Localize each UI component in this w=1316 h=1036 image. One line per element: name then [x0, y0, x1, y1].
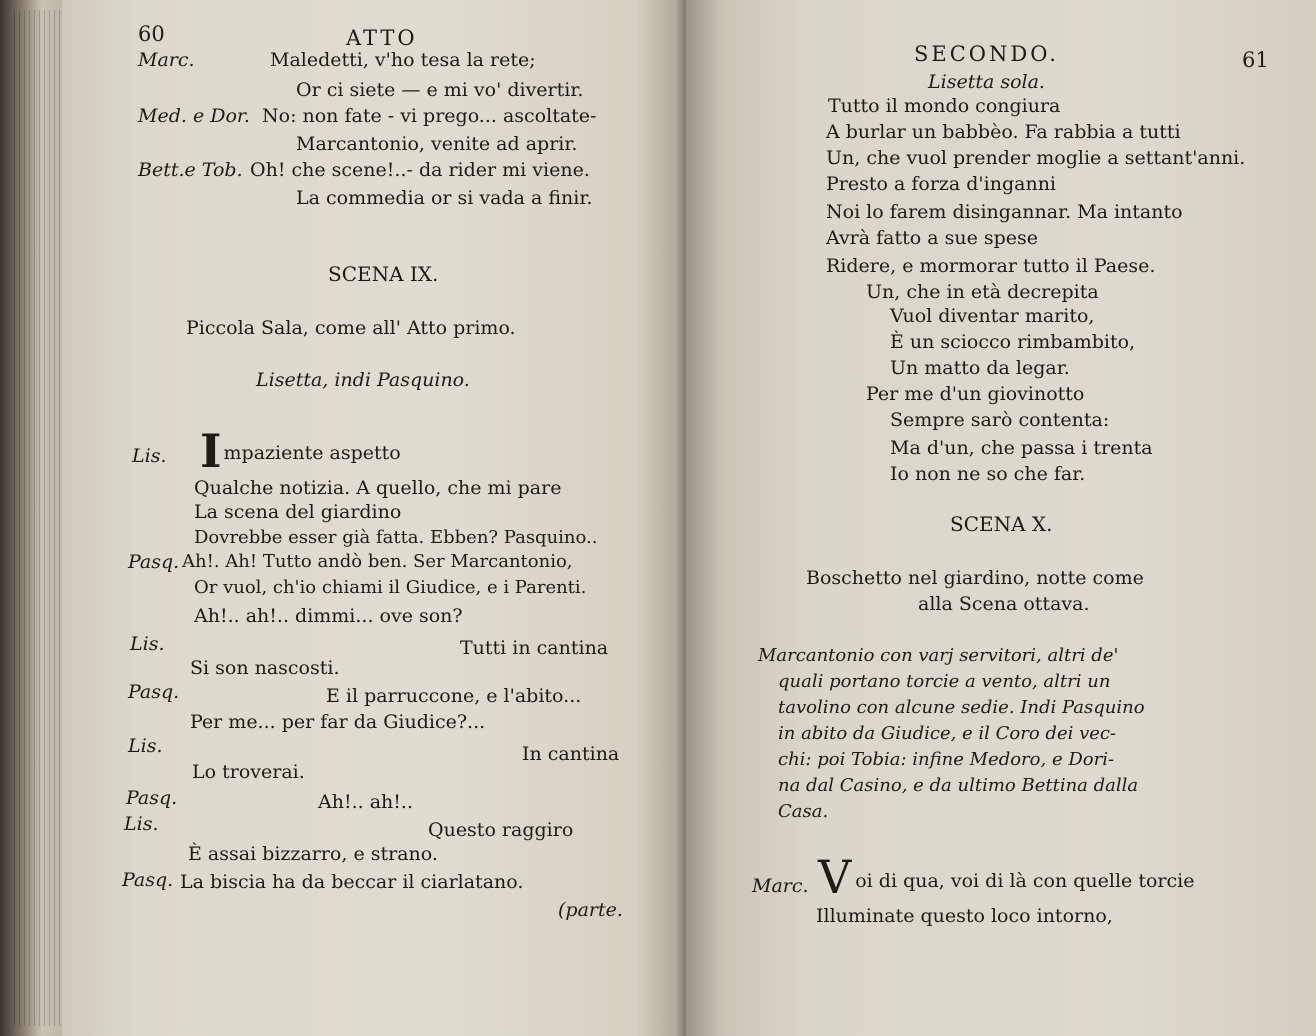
verse-line: Per me d'un giovinotto — [866, 383, 1085, 405]
verse-line: Noi lo farem disingannar. Ma intanto — [826, 201, 1183, 223]
verse-line: Si son nascosti. — [190, 657, 340, 679]
setting-line: Boschetto nel giardino, notte come — [806, 567, 1144, 589]
verse-line: Sempre sarò contenta: — [890, 409, 1110, 431]
verse-text: oi di qua, voi di là con quelle torcie — [855, 870, 1195, 892]
description-line: in abito da Giudice, e il Coro dei vec- — [778, 723, 1117, 744]
verse-line: In cantina — [522, 743, 620, 765]
verse-line: Marcantonio, venite ad aprir. — [296, 133, 578, 155]
page-number: 60 — [138, 22, 165, 46]
drop-initial: I — [200, 424, 222, 478]
running-head: ATTO — [346, 26, 418, 50]
description-line: Casa. — [778, 801, 829, 822]
setting-line: alla Scena ottava. — [918, 593, 1090, 615]
page-edges — [14, 10, 64, 1026]
book-edge — [0, 0, 70, 1036]
verse-line: Ah!.. ah!.. dimmi... ove son? — [194, 605, 463, 627]
description-line: Marcantonio con varj servitori, altri de' — [758, 645, 1119, 666]
running-head: SECONDO. — [914, 42, 1059, 66]
verse-line: La biscia ha da beccar il ciarlatano. — [180, 871, 524, 893]
speaker: Pasq. — [122, 869, 174, 891]
speaker: Lis. — [128, 735, 163, 757]
verse-line: A burlar un babbèo. Fa rabbia a tutti — [826, 121, 1181, 143]
characters: Lisetta, indi Pasquino. — [256, 369, 470, 391]
right-page — [686, 0, 1316, 1036]
verse-line: Maledetti, v'ho tesa la rete; — [270, 49, 536, 71]
speaker: Bett.e Tob. — [138, 159, 243, 181]
stage-direction: Lisetta sola. — [928, 71, 1045, 93]
verse-line: Presto a forza d'inganni — [826, 173, 1057, 195]
verse-line: Tutto il mondo congiura — [828, 95, 1061, 117]
verse-line: Ma d'un, che passa i trenta — [890, 437, 1153, 459]
verse-line — [200, 424, 401, 478]
page-number: 61 — [1242, 48, 1269, 72]
verse-line: Illuminate questo loco intorno, — [816, 905, 1113, 927]
speaker: Lis. — [132, 445, 167, 467]
left-page — [62, 0, 686, 1036]
verse-line: La commedia or si vada a finir. — [296, 187, 593, 209]
verse-line: E il parruccone, e l'abito... — [326, 685, 582, 707]
verse-line: Ridere, e mormorar tutto il Paese. — [826, 255, 1156, 277]
speaker: Lis. — [124, 813, 159, 835]
speaker: Marc. — [138, 49, 195, 71]
drop-initial: V — [818, 850, 852, 904]
verse-line: La scena del giardino — [194, 501, 402, 523]
verse-text: mpaziente aspetto — [223, 442, 401, 464]
speaker: Med. e Dor. — [138, 105, 250, 127]
verse-line: Un matto da legar. — [890, 357, 1070, 379]
verse-line: Io non ne so che far. — [890, 463, 1086, 485]
scene-title: SCENA X. — [950, 512, 1053, 536]
verse-line: Avrà fatto a sue spese — [826, 227, 1039, 249]
verse-line: Un, che vuol prender moglie a settant'anni. — [826, 147, 1246, 169]
verse-line: Un, che in età decrepita — [866, 281, 1099, 303]
speaker: Pasq. — [128, 681, 180, 703]
verse-line: Dovrebbe esser già fatta. Ebben? Pasquino.. — [194, 527, 598, 548]
speaker: Pasq. — [126, 787, 178, 809]
verse-line: Vuol diventar marito, — [890, 305, 1095, 327]
verse-line: È assai bizzarro, e strano. — [188, 843, 438, 865]
verse-line: Ah!.. ah!.. — [318, 791, 413, 813]
verse-line: Questo raggiro — [428, 819, 574, 841]
scene-title: SCENA IX. — [328, 262, 439, 286]
verse-line: Qualche notizia. A quello, che mi pare — [194, 477, 562, 499]
speaker: Pasq. — [128, 551, 180, 573]
description-line: na dal Casino, e da ultimo Bettina dalla — [778, 775, 1139, 796]
verse-line: Tutti in cantina — [460, 637, 609, 659]
description-line: quali portano torcie a vento, altri un — [778, 671, 1111, 692]
verse-line — [818, 850, 1195, 904]
verse-line: È un sciocco rimbambito, — [890, 331, 1136, 353]
verse-line: Oh! che scene!..- da rider mi viene. — [250, 159, 590, 181]
setting: Piccola Sala, come all' Atto primo. — [186, 317, 516, 339]
verse-line: Per me... per far da Giudice?... — [190, 711, 486, 733]
verse-line: Lo troverai. — [192, 761, 305, 783]
speaker: Marc. — [752, 875, 809, 897]
exit-direction: (parte. — [558, 899, 623, 921]
speaker: Lis. — [130, 633, 165, 655]
verse-line: No: non fate - vi prego... ascoltate- — [262, 105, 597, 127]
verse-line: Or ci siete — e mi vo' divertir. — [296, 79, 584, 101]
description-line: tavolino con alcune sedie. Indi Pasquino — [778, 697, 1145, 718]
verse-line: Or vuol, ch'io chiami il Giudice, e i Parenti. — [194, 577, 587, 598]
description-line: chi: poi Tobia: infine Medoro, e Dori- — [778, 749, 1115, 770]
verse-line: Ah!. Ah! Tutto andò ben. Ser Marcantonio, — [182, 551, 573, 572]
